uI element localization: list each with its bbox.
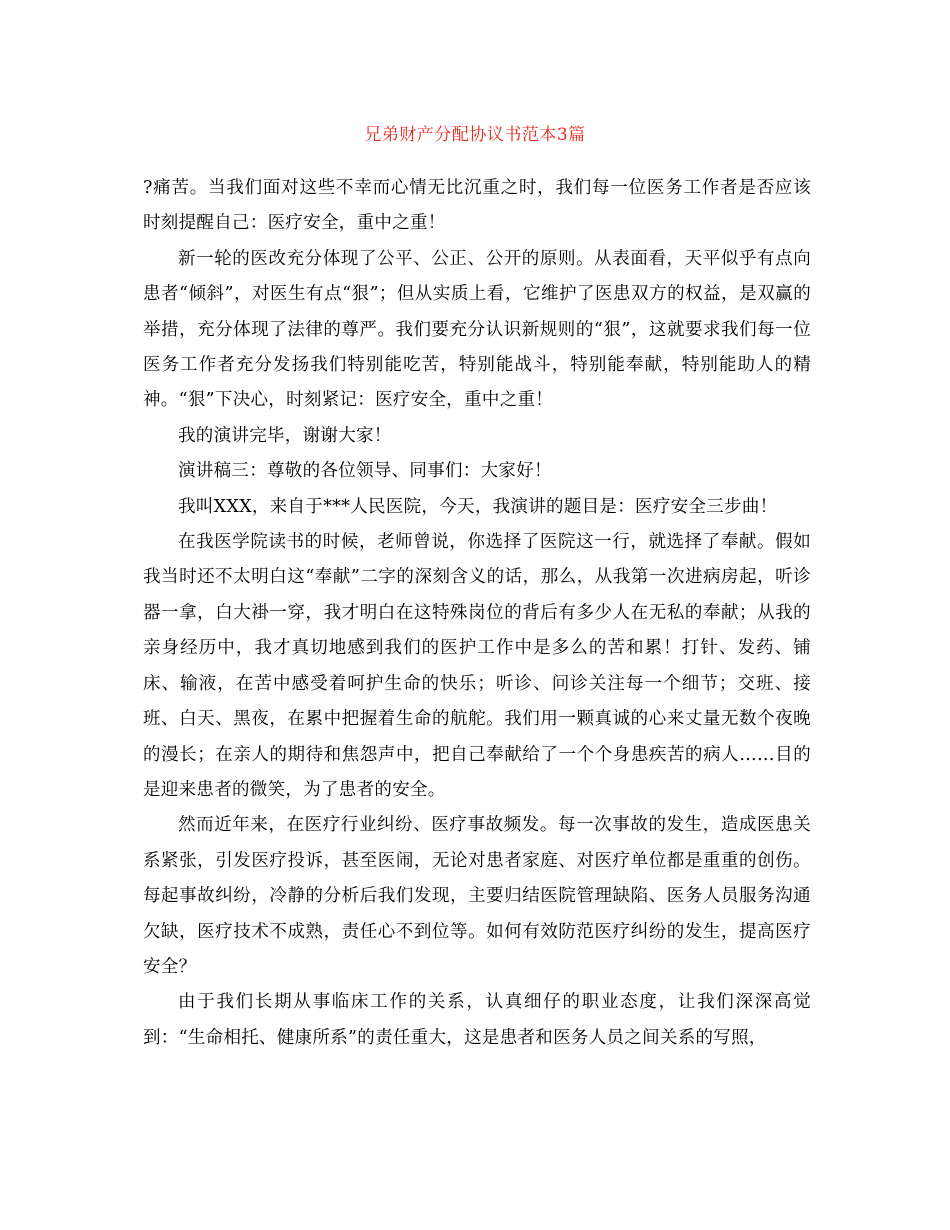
paragraph-speaker-intro: 我叫XXX，来自于***人民医院，今天，我演讲的题目是：医疗安全三步曲！: [178, 496, 778, 517]
paragraph-medical-reform: 新一轮的医改充分体现了公平、公正、公开的原则。从表面看，天平似乎有点向患者“倾斜”，对医生有点“狠”；但从实质上看，它维护了医患双方的权益，是双赢的举措，充分体现了法律的尊严。我们要充分认识新规则的“狠”，这就要求我们每一位医务工作者充分发扬我们特别能吃苦，特别能战斗，特别能奉献，特别能助人的精神。“狠”下决心，时刻紧记：医疗安全，重中之重！: [143, 248, 811, 411]
paragraph-responsibility: 由于我们长期从事临床工作的关系，认真细仔的职业态度，让我们深深高觉到：“生命相托、健康所系”的责任重大，这是患者和医务人员之间关系的写照，: [143, 992, 811, 1048]
paragraph-dedication: 在我医学院读书的时候，老师曾说，你选择了医院这一行，就选择了奉献。假如我当时还不太明白这“奉献”二字的深刻含义的话，那么，从我第一次进病房起，听诊器一拿，白大褂一穿，我才明白在这特殊岗位的背后有多少人在无私的奉献；从我的亲身经历中，我才真切地感到我们的医护工作中是多么的苦和累！打针、发药、铺床、输液，在苦中感受着呵护生命的快乐；听诊、问诊关注每一个细节；交班、接班、白天、黑夜，在累中把握着生命的航舵。我们用一颗真诚的心来丈量无数个夜晚的漫长；在亲人的期待和焦怨声中，把自己奉献给了一个个身患疾苦的病人……目的是迎来患者的微笑，为了患者的安全。: [143, 532, 811, 800]
document-body: [143, 171, 811, 1056]
paragraph-disputes: 然而近年来，在医疗行业纠纷、医疗事故频发。每一次事故的发生，造成医患关系紧张，引发医疗投诉，甚至医闹，无论对患者家庭、对医疗单位都是重重的创伤。每起事故纠纷，冷静的分析后我们发现，主要归结医院管理缺陷、医务人员服务沟通欠缺，医疗技术不成熟，责任心不到位等。如何有效防范医疗纠纷的发生，提高医疗安全？: [143, 815, 811, 977]
paragraph-continuation: ?痛苦。当我们面对这些不幸而心情无比沉重之时，我们每一位医务工作者是否应该时刻提醒自己：医疗安全，重中之重！: [143, 178, 811, 234]
paragraph-speech-end: 我的演讲完毕，谢谢大家！: [178, 425, 392, 446]
paragraph-speech-three-greeting: 演讲稿三：尊敬的各位领导、同事们：大家好！: [178, 461, 552, 482]
document-title: 兄弟财产分配协议书范本3篇: [364, 125, 586, 145]
